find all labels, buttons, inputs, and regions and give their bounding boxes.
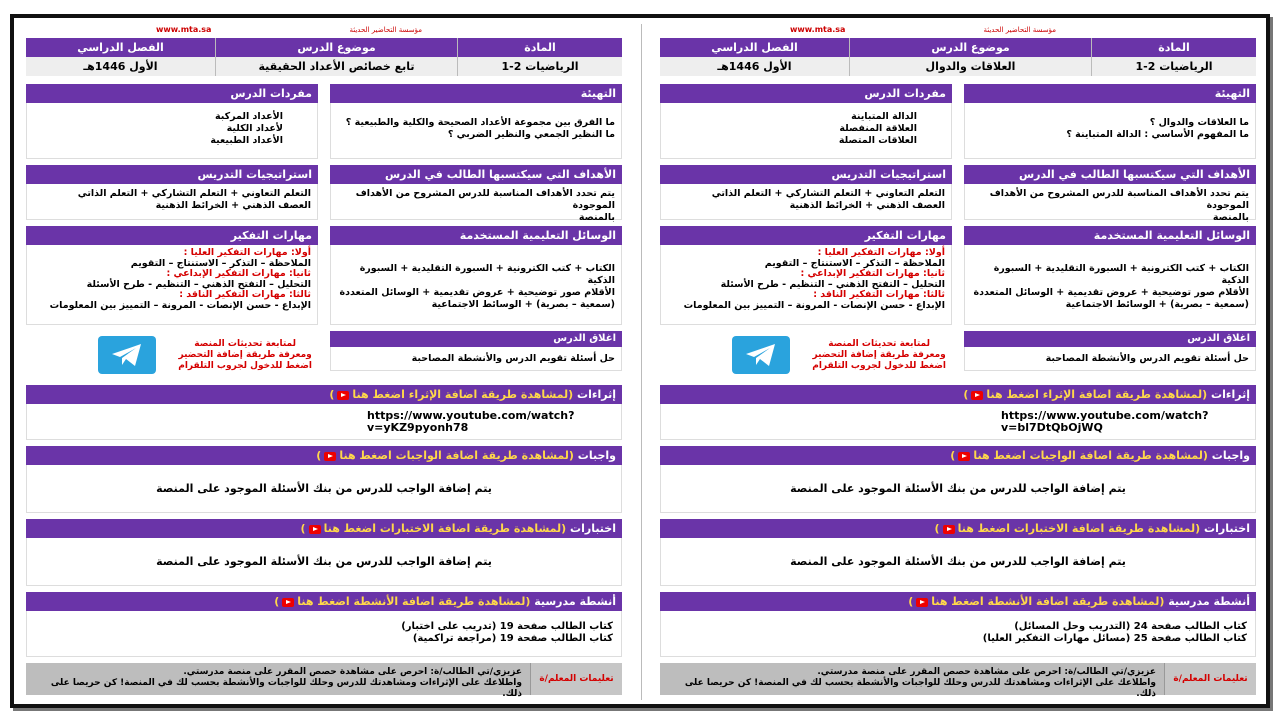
- text-line: الكتاب + كتب الكترونية + السبورة التقليدية + السبورة الذكية: [359, 263, 615, 286]
- text-line: العصف الذهني + الخرائط الذهنية: [155, 200, 311, 211]
- teacher-text: [26, 663, 530, 699]
- closing-title: اغلاق الدرس: [330, 331, 622, 347]
- youtube-icon[interactable]: [916, 598, 928, 607]
- term-value: الأول 1446هـ: [26, 57, 215, 76]
- goals-title: الأهداف التي سيكتسبها الطالب في الدرس: [964, 165, 1256, 184]
- vocab-text: [26, 103, 318, 159]
- text-line: بالمنصة: [578, 212, 615, 223]
- telegram-icon[interactable]: [98, 336, 156, 374]
- text-line: ما المفهوم الأساسي : الدالة المتباينة ؟: [1066, 129, 1249, 140]
- lesson-info-table: [660, 38, 1256, 76]
- site-url[interactable]: www.mta.sa: [790, 25, 846, 34]
- vocab-title: مفردات الدرس: [660, 84, 952, 103]
- text-line: أنشطة مدرسية: [534, 595, 616, 608]
- term-value: الأول 1446هـ: [660, 57, 849, 76]
- text-line: (سمعية – بصرية) + الوسائط الاجتماعية: [1065, 299, 1249, 310]
- strategies-title: استراتيجيات التدريس: [26, 165, 318, 184]
- enrich-section: [26, 385, 622, 440]
- text-line: العلاقات المتصلة: [838, 135, 917, 146]
- goals-text: [330, 184, 622, 223]
- text-line: إثراءات: [577, 388, 616, 401]
- text-line: اضغط للدخول لجروب التلقرام: [178, 360, 312, 371]
- text-line: ومعرفة طريقة إضافة التحضير: [812, 349, 946, 360]
- text-line: عزيزي/تي الطالب/ة: احرص على مشاهدة حصص المقرر على منصة مدرستي.: [817, 667, 1156, 677]
- closing-section: [964, 331, 1256, 371]
- page-divider: [641, 24, 642, 700]
- publisher-name: مؤسسة التحاضير الحديثة: [349, 26, 422, 34]
- thinking-title: مهارات التفكير: [26, 226, 318, 245]
- text-line: واجبات: [577, 449, 616, 462]
- aids-text: [330, 245, 622, 325]
- warmup-text: [330, 103, 622, 159]
- youtube-icon[interactable]: [309, 525, 321, 534]
- text-line: كتاب الطالب صفحة 24 (التدريب وحل المسائل): [1014, 621, 1247, 632]
- text-line: ): [934, 522, 940, 535]
- vocab-title: مفردات الدرس: [26, 84, 318, 103]
- warmup-section: [964, 84, 1256, 159]
- aids-title: الوسائل التعليمية المستخدمة: [964, 226, 1256, 245]
- activities-text: [26, 611, 622, 657]
- text-line: العصف الذهني + الخرائط الذهنية: [789, 200, 945, 211]
- text-line: ): [963, 388, 969, 401]
- text-line: يتم تحدد الأهداف المناسبة للدرس المشروح من الأهداف الموجودة: [989, 188, 1249, 211]
- subject-value: الرياضيات 2-1: [458, 57, 622, 76]
- text-line: ): [950, 449, 956, 462]
- text-line: ومعرفة طريقة إضافة التحضير: [178, 349, 312, 360]
- thinking-text: [26, 245, 318, 325]
- text-line: التعلم التعاوني + التعلم التشاركي + التعلم الذاتي: [711, 188, 945, 199]
- text-line: اختبارات: [570, 522, 616, 535]
- telegram-link[interactable]: [26, 331, 318, 379]
- text-line: لأعداد الكلية: [226, 123, 283, 134]
- strategies-text: [26, 184, 318, 220]
- lesson-plan-page: [26, 24, 622, 700]
- youtube-icon[interactable]: [337, 391, 349, 400]
- text-line: العلاقة المنفصلة: [839, 123, 917, 134]
- tests-section: [26, 519, 622, 586]
- vocab-text: [660, 103, 952, 159]
- teacher-notes: [26, 663, 622, 699]
- closing-text: حل أسئلة تقويم الدرس والأنشطة المصاحبة: [964, 347, 1256, 371]
- text-line: واطلاعك على الإثراءات ومشاهدتك للدرس وحلك للواجبات والأنشطة بحسب لك في المنصة! كن حريصا على ذلك.: [684, 678, 1156, 699]
- aids-section: [330, 226, 622, 325]
- strategies-section: [660, 165, 952, 220]
- text-line: (لمشاهدة طريقة اضافة الواجبات اضغط هنا: [973, 449, 1208, 462]
- enrich-title[interactable]: [26, 385, 622, 404]
- teacher-notes: [660, 663, 1256, 699]
- term-header: الفصل الدراسي: [660, 38, 849, 57]
- text-line: عزيزي/تي الطالب/ة: احرص على مشاهدة حصص المقرر على منصة مدرستي.: [183, 667, 522, 677]
- text-line: (لمشاهدة طريقة اضافة الاختبارات اضغط هنا: [957, 522, 1201, 535]
- enrich-url[interactable]: https://www.youtube.com/watch?v=bl7DtQbOjWQ: [660, 404, 1256, 440]
- telegram-link[interactable]: [660, 331, 952, 379]
- thinking-section: [26, 226, 318, 325]
- topic-value: العلاقات والدوال: [850, 57, 1091, 76]
- activities-title[interactable]: [26, 592, 622, 611]
- closing-section: [330, 331, 622, 371]
- subject-value: الرياضيات 2-1: [1092, 57, 1256, 76]
- text-line: لمتابعة تحديثات المنصة: [828, 338, 930, 349]
- text-line: ما الفرق بين مجموعة الأعداد الصحيحة والكلية والطبيعية ؟: [345, 117, 615, 128]
- thinking-section: [660, 226, 952, 325]
- telegram-text: [812, 339, 946, 372]
- lesson-plan-page: [660, 24, 1256, 700]
- text-line: لمتابعة تحديثات المنصة: [194, 338, 296, 349]
- text-line: الكتاب + كتب الكترونية + السبورة التقليدية + السبورة الذكية: [993, 263, 1249, 286]
- text-line: (لمشاهدة طريقة اضافة الأنشطة اضغط هنا: [931, 595, 1165, 608]
- topic-header: موضوع الدرس: [216, 38, 457, 57]
- text-line: أنشطة مدرسية: [1168, 595, 1250, 608]
- telegram-icon[interactable]: [732, 336, 790, 374]
- teacher-label: تعليمات المعلم/ة: [530, 663, 622, 695]
- enrich-url[interactable]: https://www.youtube.com/watch?v=yKZ9pyonh78: [26, 404, 622, 440]
- text-line: واطلاعك على الإثراءات ومشاهدتك للدرس وحلك للواجبات والأنشطة بحسب لك في المنصة! كن حريصا على ذلك.: [50, 678, 522, 699]
- tests-text: يتم إضافة الواجب للدرس من بنك الأسئلة الموجود على المنصة: [26, 538, 622, 586]
- text-line: كتاب الطالب صفحة 19 (تدريب على اختبار): [401, 621, 613, 632]
- text-line: الأقلام صور توضيحية + عروض تقديمية + الوسائل المتعددة: [339, 287, 615, 298]
- homework-section: [660, 446, 1256, 513]
- subject-header: المادة: [1092, 38, 1256, 57]
- text-line: أولا: مهارات التفكير العليا :: [817, 247, 945, 258]
- homework-title[interactable]: [660, 446, 1256, 465]
- strategies-title: استراتيجيات التدريس: [660, 165, 952, 184]
- youtube-icon[interactable]: [971, 391, 983, 400]
- text-line: اضغط للدخول لجروب التلقرام: [812, 360, 946, 371]
- enrich-section: [660, 385, 1256, 440]
- text-line: (سمعية – بصرية) + الوسائط الاجتماعية: [431, 299, 615, 310]
- text-line: أولا: مهارات التفكير العليا :: [183, 247, 311, 258]
- strategies-text: [660, 184, 952, 220]
- term-header: الفصل الدراسي: [26, 38, 215, 57]
- activities-section: [26, 592, 622, 657]
- text-line: كتاب الطالب صفحة 19 (مراجعة تراكمية): [412, 633, 613, 644]
- site-url[interactable]: www.mta.sa: [156, 25, 212, 34]
- text-line: (لمشاهدة طريقة اضافة الاختبارات اضغط هنا: [323, 522, 567, 535]
- tests-title[interactable]: [660, 519, 1256, 538]
- lesson-info-table: [26, 38, 622, 76]
- warmup-title: التهيئة: [964, 84, 1256, 103]
- slide-frame: [10, 14, 1270, 708]
- aids-section: [964, 226, 1256, 325]
- text-line: ما النظير الجمعي والنظير الضربي ؟: [447, 129, 615, 140]
- text-line: كتاب الطالب صفحة 25 (مسائل مهارات التفكير العليا): [982, 633, 1247, 644]
- homework-title[interactable]: [26, 446, 622, 465]
- activities-text: [660, 611, 1256, 657]
- activities-title[interactable]: [660, 592, 1256, 611]
- closing-text: حل أسئلة تقويم الدرس والأنشطة المصاحبة: [330, 347, 622, 371]
- text-line: إثراءات: [1211, 388, 1250, 401]
- text-line: ما العلاقات والدوال ؟: [1149, 117, 1249, 128]
- text-line: الأقلام صور توضيحية + عروض تقديمية + الوسائل المتعددة: [973, 287, 1249, 298]
- text-line: التحليل – التفتح الذهني – التنظيم - طرح الأسئلة: [86, 278, 311, 290]
- text-line: ثالثا: مهارات التفكير الناقد :: [813, 289, 945, 300]
- teacher-label: تعليمات المعلم/ة: [1164, 663, 1256, 695]
- text-line: الإبداع - حسن الإنصات - المرونة – التمييز بين المعلومات: [683, 299, 945, 311]
- tests-text: يتم إضافة الواجب للدرس من بنك الأسئلة الموجود على المنصة: [660, 538, 1256, 586]
- text-line: الإبداع - حسن الإنصات - المرونة – التمييز بين المعلومات: [49, 299, 311, 311]
- thinking-title: مهارات التفكير: [660, 226, 952, 245]
- vocab-section: [26, 84, 318, 159]
- text-line: (لمشاهدة طريقة اضافة الواجبات اضغط هنا: [339, 449, 574, 462]
- youtube-icon[interactable]: [958, 452, 970, 461]
- aids-title: الوسائل التعليمية المستخدمة: [330, 226, 622, 245]
- youtube-icon[interactable]: [282, 598, 294, 607]
- text-line: ): [274, 595, 280, 608]
- text-line: (لمشاهدة طريقة اضافة الأنشطة اضغط هنا: [297, 595, 531, 608]
- text-line: اختبارات: [1204, 522, 1250, 535]
- tests-title[interactable]: [26, 519, 622, 538]
- text-line: ): [316, 449, 322, 462]
- youtube-icon[interactable]: [324, 452, 336, 461]
- topic-value: تابع خصائص الأعداد الحقيقية: [216, 57, 457, 76]
- homework-text: يتم إضافة الواجب للدرس من بنك الأسئلة الموجود على المنصة: [660, 465, 1256, 513]
- text-line: الدالة المتباينة: [851, 111, 917, 122]
- text-line: ثالثا: مهارات التفكير الناقد :: [179, 289, 311, 300]
- enrich-title[interactable]: [660, 385, 1256, 404]
- warmup-text: [964, 103, 1256, 159]
- vocab-section: [660, 84, 952, 159]
- strategies-section: [26, 165, 318, 220]
- closing-title: اغلاق الدرس: [964, 331, 1256, 347]
- thinking-text: [660, 245, 952, 325]
- topic-header: موضوع الدرس: [850, 38, 1091, 57]
- youtube-icon[interactable]: [943, 525, 955, 534]
- text-line: ثانيا: مهارات التفكير الإبداعي :: [166, 268, 311, 279]
- text-line: التعلم التعاوني + التعلم التشاركي + التعلم الذاتي: [77, 188, 311, 199]
- text-line: الملاحظة – التذكر – الاستنتاج – التقويم: [764, 257, 945, 269]
- text-line: التحليل – التفتح الذهني – التنظيم - طرح الأسئلة: [720, 278, 945, 290]
- text-line: ): [329, 388, 335, 401]
- text-line: الأعداد الطبيعية: [210, 135, 283, 146]
- warmup-section: [330, 84, 622, 159]
- text-line: يتم تحدد الأهداف المناسبة للدرس المشروح من الأهداف الموجودة: [355, 188, 615, 211]
- goals-section: [964, 165, 1256, 223]
- text-line: الملاحظة – التذكر – الاستنتاج – التقويم: [130, 257, 311, 269]
- goals-text: [964, 184, 1256, 223]
- page-header: [660, 24, 1256, 38]
- teacher-text: [660, 663, 1164, 699]
- text-line: ثانيا: مهارات التفكير الإبداعي :: [800, 268, 945, 279]
- goals-title: الأهداف التي سيكتسبها الطالب في الدرس: [330, 165, 622, 184]
- page-header: [26, 24, 622, 38]
- text-line: بالمنصة: [1212, 212, 1249, 223]
- telegram-text: [178, 339, 312, 372]
- subject-header: المادة: [458, 38, 622, 57]
- publisher-name: مؤسسة التحاضير الحديثة: [983, 26, 1056, 34]
- text-line: الأعداد المركبة: [214, 111, 283, 122]
- text-line: ): [908, 595, 914, 608]
- warmup-title: التهيئة: [330, 84, 622, 103]
- aids-text: [964, 245, 1256, 325]
- text-line: ): [300, 522, 306, 535]
- activities-section: [660, 592, 1256, 657]
- text-line: واجبات: [1211, 449, 1250, 462]
- homework-text: يتم إضافة الواجب للدرس من بنك الأسئلة الموجود على المنصة: [26, 465, 622, 513]
- tests-section: [660, 519, 1256, 586]
- text-line: (لمشاهدة طريقة اضافة الإثراء اضغط هنا: [986, 388, 1208, 401]
- text-line: (لمشاهدة طريقة اضافة الإثراء اضغط هنا: [352, 388, 574, 401]
- homework-section: [26, 446, 622, 513]
- goals-section: [330, 165, 622, 223]
